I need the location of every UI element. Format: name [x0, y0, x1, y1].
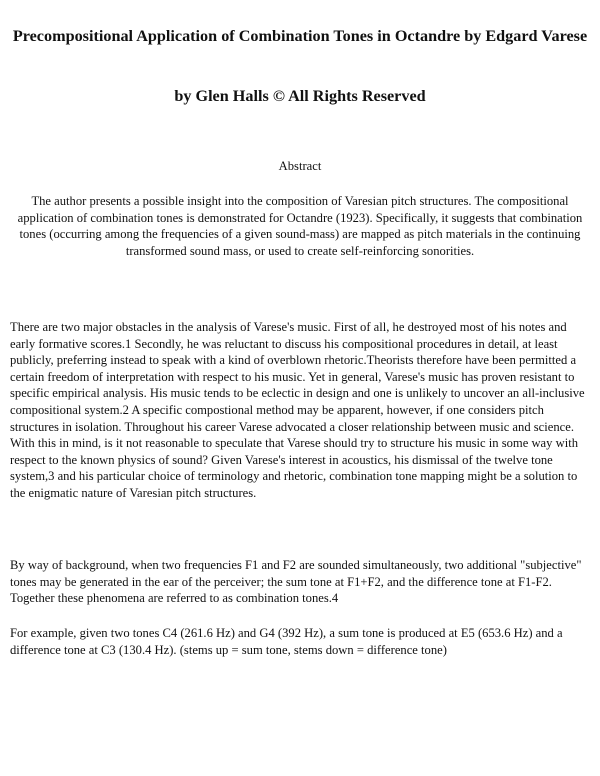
- body-paragraph-3: For example, given two tones C4 (261.6 Hz) and G4 (392 Hz), a sum tone is produced at E5 (653.6 Hz) and a difference tone at C3 (130.4 Hz). (stems up = sum tone, stems down = difference tone): [10, 626, 563, 657]
- abstract-text: The author presents a possible insight into the composition of Varesian pitch structures. The compositional application of combination tones is demonstrated for Octandre (1923). Specifically, it suggests that combination tones (occurring among the frequencies of a given sound-mass) are mapped as pitch materials in the continuing transformed sound mass, or used to create self-reinforcing sonorities.: [17, 194, 583, 258]
- body-paragraph-1: There are two major obstacles in the analysis of Varese's music. First of all, he destroyed most of his notes and early formative scores.1 Secondly, he was reluctant to discuss his compositional procedures in detail, at least publicly, preferring instead to speak with a kind of overblown rhetoric.Theorists therefore have been permitted a certain freedom of interpretation with respect to his music. Yet in general, Varese's music has proven resistant to specific empirical analysis. His music tends to be eclectic in design and one is unlikely to uncover an all-inclusive compositional system.2 A specific compostional method may be apparent, however, if one considers pitch structures in isolation. Throughout his career Varese advocated a closer relationship between music and science. With this in mind, is it not reasonable to speculate that Varese should try to structure his music in some way with respect to the known physics of sound? Given Varese's interest in acoustics, his dismissal of the twelve tone system,3 and his particular choice of terminology and rhetoric, combination tone mapping might be a solution to the enigmatic nature of Varesian pitch structures.: [10, 320, 585, 500]
- author-line: by Glen Halls © All Rights Reserved: [174, 87, 426, 105]
- abstract-heading: Abstract: [278, 159, 322, 173]
- body-paragraph-2: By way of background, when two frequencies F1 and F2 are sounded simultaneously, two additional "subjective" tones may be generated in the ear of the perceiver; the sum tone at F1+F2, and the difference tone at F1-F2. Together these phenomena are referred to as combination tones.4: [10, 558, 582, 606]
- document-title: Precompositional Application of Combination Tones in Octandre by Edgard Varese: [12, 27, 588, 45]
